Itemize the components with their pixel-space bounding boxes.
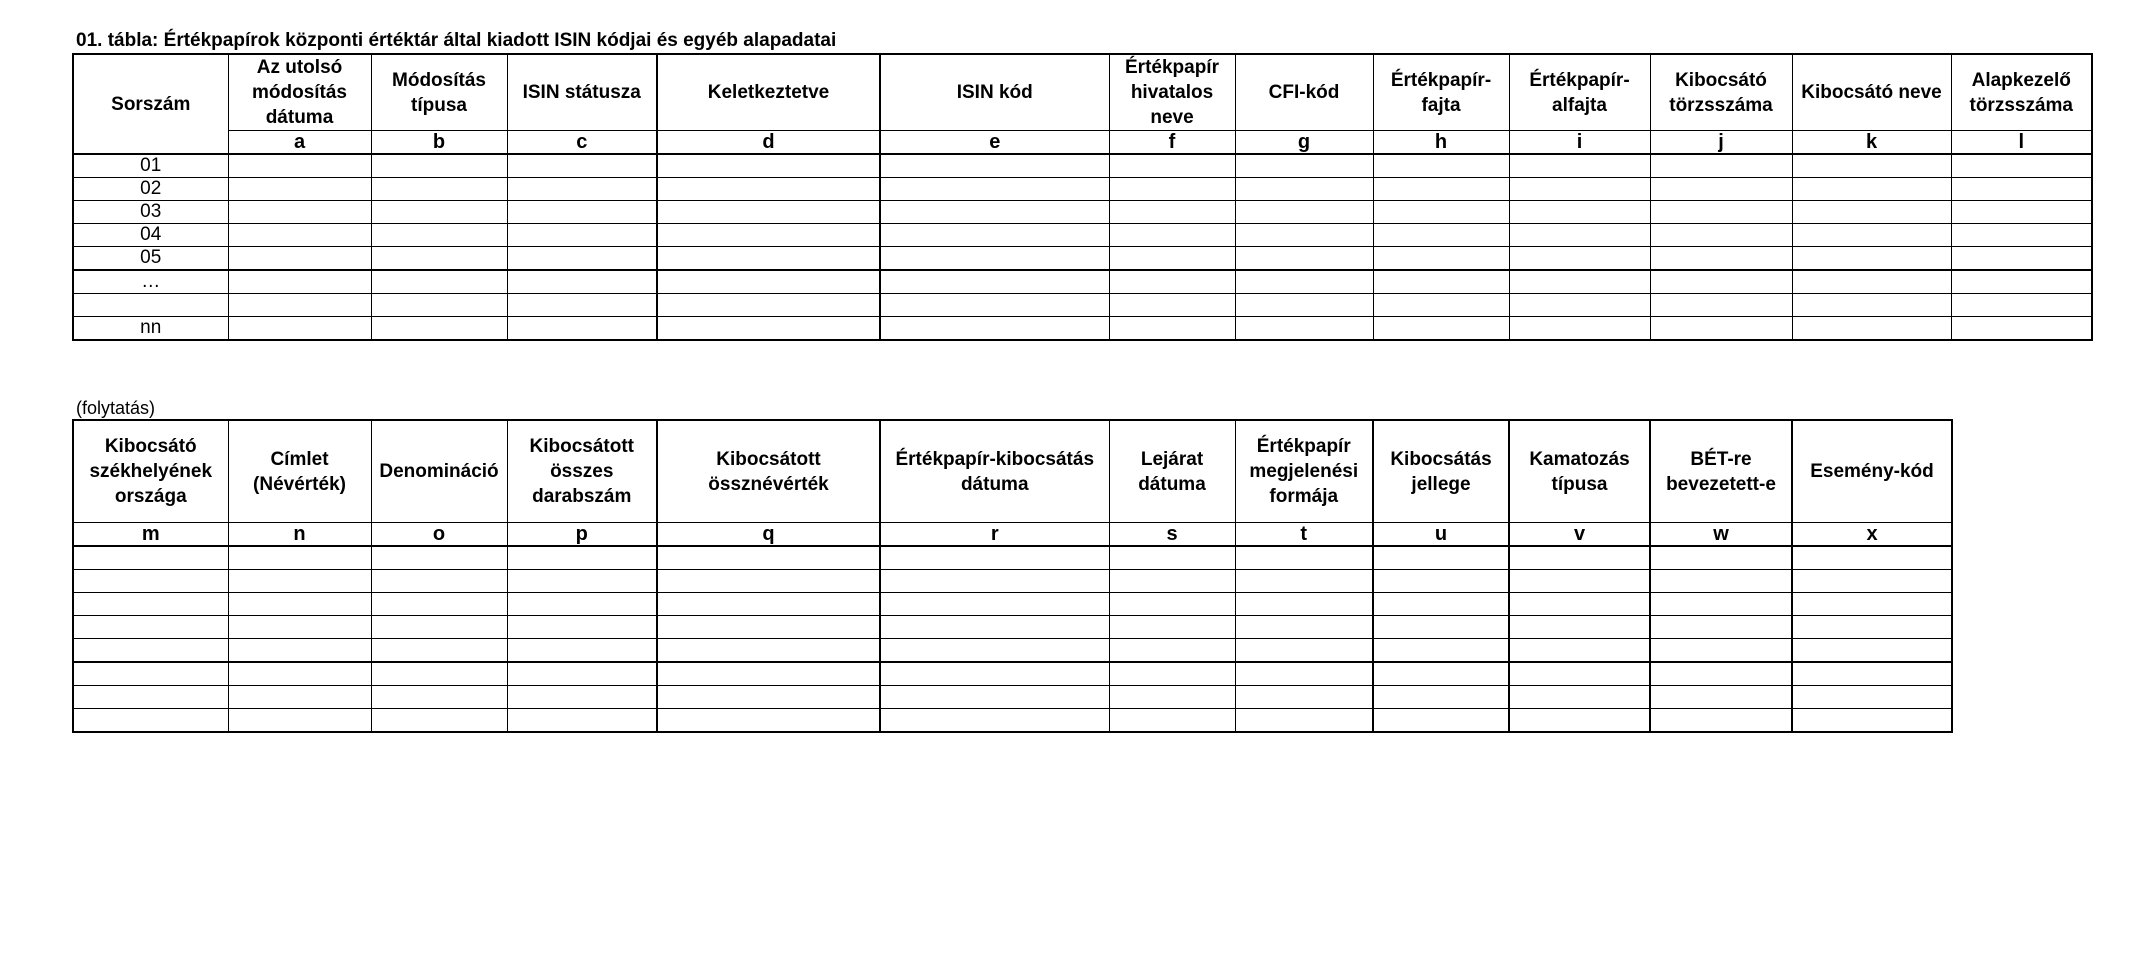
column-header: Értékpapír-kibocsátás dátuma [880, 420, 1109, 523]
table-cell [507, 709, 657, 733]
table-cell [1951, 247, 2092, 271]
column-letter: b [371, 131, 507, 155]
isin-table-part-2 [72, 419, 1953, 733]
table-cell [1373, 593, 1509, 616]
column-header: Kibocsátás jellege [1373, 420, 1509, 523]
table-cell [1109, 178, 1235, 201]
row-number-header: Sorszám [73, 54, 228, 154]
column-letter: m [73, 523, 228, 547]
column-letter: c [507, 131, 657, 155]
table-row [73, 546, 1952, 570]
table-cell [507, 294, 657, 317]
table-cell [1109, 154, 1235, 178]
table-cell [880, 317, 1109, 341]
table-row [73, 224, 2092, 247]
column-header: Az utolsó módosítás dátuma [228, 54, 371, 131]
table-cell [657, 662, 880, 686]
table-cell [1792, 639, 1952, 663]
table-cell [371, 247, 507, 271]
column-header: Címlet (Névérték) [228, 420, 371, 523]
table-cell [657, 201, 880, 224]
table-cell [1650, 294, 1792, 317]
column-header: Értékpapír-alfajta [1509, 54, 1650, 131]
table-cell [1109, 294, 1235, 317]
table-cell [880, 639, 1109, 663]
table-cell [73, 616, 228, 639]
table-cell [1373, 270, 1509, 294]
table-cell [507, 178, 657, 201]
table-cell [1792, 662, 1952, 686]
table-cell [228, 270, 371, 294]
table-cell [1650, 639, 1792, 663]
row-number: 01 [73, 154, 228, 178]
table-cell [1509, 201, 1650, 224]
table-cell [228, 570, 371, 593]
table-cell [1373, 294, 1509, 317]
table-cell [1373, 639, 1509, 663]
table-cell [228, 593, 371, 616]
column-letter: k [1792, 131, 1951, 155]
table-cell [228, 546, 371, 570]
column-header: Kibocsátó neve [1792, 54, 1951, 131]
column-header: ISIN státusza [507, 54, 657, 131]
table-cell [1792, 616, 1952, 639]
table-cell [880, 616, 1109, 639]
table-cell [1235, 616, 1373, 639]
table-cell [1235, 662, 1373, 686]
column-letter: t [1235, 523, 1373, 547]
table-row [73, 270, 2092, 294]
table-cell [1792, 294, 1951, 317]
table-cell [1235, 570, 1373, 593]
table-cell [1951, 178, 2092, 201]
table-cell [228, 317, 371, 341]
column-header: Kibocsátó törzsszáma [1650, 54, 1792, 131]
table-cell [1373, 616, 1509, 639]
column-letter: i [1509, 131, 1650, 155]
table-row [73, 317, 2092, 341]
table-cell [1509, 178, 1650, 201]
column-letter: d [657, 131, 880, 155]
table-cell [1235, 201, 1373, 224]
column-header: Módosítás típusa [371, 54, 507, 131]
table-cell [371, 270, 507, 294]
table-cell [73, 593, 228, 616]
table-cell [507, 270, 657, 294]
table-cell [880, 686, 1109, 709]
column-header: Kibocsátó székhelyének országa [73, 420, 228, 523]
table-cell [1373, 247, 1509, 271]
table-cell [1650, 317, 1792, 341]
table-cell [657, 639, 880, 663]
table-cell [1951, 154, 2092, 178]
table-cell [507, 201, 657, 224]
table-cell [371, 570, 507, 593]
table-cell [1373, 154, 1509, 178]
table-row [73, 247, 2092, 271]
table-cell [1509, 709, 1650, 733]
table-cell [880, 270, 1109, 294]
table-title: 01. tábla: Értékpapírok központi értéktár által kiadott ISIN kódjai és egyéb alapadatai [76, 30, 837, 51]
table-cell [371, 546, 507, 570]
table-cell [1509, 593, 1650, 616]
table-cell [1650, 224, 1792, 247]
column-letter: g [1235, 131, 1373, 155]
table-cell [657, 593, 880, 616]
table-cell [1109, 570, 1235, 593]
table-cell [880, 178, 1109, 201]
table-cell [1109, 546, 1235, 570]
column-header: Értékpapír megjelenési formája [1235, 420, 1373, 523]
table-cell [880, 662, 1109, 686]
table-cell [228, 178, 371, 201]
column-header: Kamatozás típusa [1509, 420, 1650, 523]
table-cell [1509, 616, 1650, 639]
column-letter: v [1509, 523, 1650, 547]
table-cell [1509, 317, 1650, 341]
table-cell [1109, 270, 1235, 294]
table-cell [1951, 317, 2092, 341]
table-cell [1509, 154, 1650, 178]
table-cell [1373, 201, 1509, 224]
table-cell [1951, 294, 2092, 317]
table-cell [507, 224, 657, 247]
table-cell [507, 662, 657, 686]
table-cell [1650, 247, 1792, 271]
table-cell [1650, 662, 1792, 686]
column-letter: f [1109, 131, 1235, 155]
column-letter: j [1650, 131, 1792, 155]
table-cell [880, 224, 1109, 247]
table-cell [1509, 686, 1650, 709]
column-header: Keletkeztetve [657, 54, 880, 131]
table-cell [1951, 224, 2092, 247]
column-letter: l [1951, 131, 2092, 155]
table-cell [73, 639, 228, 663]
row-number: 04 [73, 224, 228, 247]
table-cell [1509, 247, 1650, 271]
table-cell [1235, 247, 1373, 271]
table-row [73, 178, 2092, 201]
table-cell [1509, 570, 1650, 593]
table-cell [1650, 570, 1792, 593]
column-header: Értékpapír-fajta [1373, 54, 1509, 131]
table-cell [657, 224, 880, 247]
table-cell [657, 247, 880, 271]
table-cell [657, 686, 880, 709]
table-cell [1373, 662, 1509, 686]
table-cell [1509, 224, 1650, 247]
table-cell [1373, 317, 1509, 341]
column-header: Kibocsátott össznévérték [657, 420, 880, 523]
table-cell [1792, 570, 1952, 593]
table-cell [657, 270, 880, 294]
table-cell [880, 154, 1109, 178]
table-cell [657, 570, 880, 593]
table-cell [1650, 686, 1792, 709]
table-cell [657, 154, 880, 178]
column-letter: q [657, 523, 880, 547]
table-cell [880, 294, 1109, 317]
table-cell [507, 154, 657, 178]
row-number [73, 294, 228, 317]
table-cell [228, 154, 371, 178]
column-header: CFI-kód [1235, 54, 1373, 131]
table-cell [1373, 570, 1509, 593]
table-cell [507, 546, 657, 570]
table-row [73, 570, 1952, 593]
table-row [73, 294, 2092, 317]
isin-table-part-1 [72, 53, 2093, 341]
table-cell [1792, 546, 1952, 570]
column-letter: e [880, 131, 1109, 155]
table-row [73, 686, 1952, 709]
table-row [73, 154, 2092, 178]
table-cell [371, 593, 507, 616]
table-cell [73, 570, 228, 593]
column-letter: o [371, 523, 507, 547]
table-cell [507, 593, 657, 616]
table-cell [657, 616, 880, 639]
table-cell [1235, 686, 1373, 709]
row-number: … [73, 270, 228, 294]
table-cell [228, 662, 371, 686]
table-cell [1109, 317, 1235, 341]
table-cell [1792, 154, 1951, 178]
column-header: Kibocsátott összes darabszám [507, 420, 657, 523]
table-cell [1792, 201, 1951, 224]
table-cell [1792, 224, 1951, 247]
table-cell [1792, 247, 1951, 271]
table-cell [507, 686, 657, 709]
table-cell [228, 686, 371, 709]
column-letter: w [1650, 523, 1792, 547]
table-cell [1109, 593, 1235, 616]
table-cell [1235, 270, 1373, 294]
table-cell [1109, 709, 1235, 733]
table-cell [1235, 294, 1373, 317]
table-cell [1650, 154, 1792, 178]
table-cell [1235, 154, 1373, 178]
table-cell [228, 709, 371, 733]
column-header: ISIN kód [880, 54, 1109, 131]
table-cell [1109, 224, 1235, 247]
row-number: 02 [73, 178, 228, 201]
table-cell [1650, 616, 1792, 639]
column-header: BÉT-re bevezetett-e [1650, 420, 1792, 523]
table-cell [371, 178, 507, 201]
column-letter: p [507, 523, 657, 547]
column-letter: a [228, 131, 371, 155]
table-cell [657, 178, 880, 201]
table-cell [1650, 178, 1792, 201]
table-cell [1373, 709, 1509, 733]
table-cell [1650, 546, 1792, 570]
table-cell [657, 709, 880, 733]
table-row [73, 662, 1952, 686]
table-cell [657, 546, 880, 570]
column-header: Esemény-kód [1792, 420, 1952, 523]
table-cell [1235, 709, 1373, 733]
table-row [73, 639, 1952, 663]
table-cell [1109, 686, 1235, 709]
table-cell [1650, 270, 1792, 294]
table-cell [371, 709, 507, 733]
table-cell [73, 662, 228, 686]
table-row [73, 616, 1952, 639]
column-letter: u [1373, 523, 1509, 547]
table-row [73, 709, 1952, 733]
table-cell [1509, 546, 1650, 570]
column-letter: r [880, 523, 1109, 547]
table-cell [371, 662, 507, 686]
table-cell [228, 616, 371, 639]
table-cell [507, 616, 657, 639]
column-header: Lejárat dátuma [1109, 420, 1235, 523]
table-cell [1509, 294, 1650, 317]
continuation-label: (folytatás) [76, 398, 156, 418]
table-cell [1509, 662, 1650, 686]
table-cell [1792, 178, 1951, 201]
row-number: 03 [73, 201, 228, 224]
table-cell [228, 639, 371, 663]
table-cell [1109, 662, 1235, 686]
table-cell [657, 294, 880, 317]
table-cell [228, 247, 371, 271]
table-cell [1109, 201, 1235, 224]
table-cell [1951, 270, 2092, 294]
table-cell [1373, 178, 1509, 201]
table-cell [1109, 639, 1235, 663]
table-cell [1951, 201, 2092, 224]
table-cell [371, 154, 507, 178]
table-cell [73, 709, 228, 733]
table-cell [1373, 546, 1509, 570]
table-cell [228, 224, 371, 247]
row-number: nn [73, 317, 228, 341]
table-cell [507, 247, 657, 271]
table-cell [1109, 616, 1235, 639]
table-cell [228, 294, 371, 317]
table-cell [371, 616, 507, 639]
table-row [73, 201, 2092, 224]
table-cell [1235, 639, 1373, 663]
table-cell [371, 294, 507, 317]
table-cell [371, 686, 507, 709]
table-cell [1235, 593, 1373, 616]
table-cell [1650, 709, 1792, 733]
table-cell [1373, 686, 1509, 709]
table-cell [1235, 317, 1373, 341]
table-cell [371, 639, 507, 663]
table-row [73, 593, 1952, 616]
table-cell [507, 570, 657, 593]
table-cell [1792, 709, 1952, 733]
table-cell [1792, 270, 1951, 294]
table-cell [657, 317, 880, 341]
table-cell [371, 224, 507, 247]
table-cell [371, 317, 507, 341]
table-cell [880, 201, 1109, 224]
table-cell [880, 546, 1109, 570]
table-cell [1792, 593, 1952, 616]
table-cell [880, 247, 1109, 271]
column-letter: x [1792, 523, 1952, 547]
column-letter: n [228, 523, 371, 547]
table-cell [371, 201, 507, 224]
table-cell [1109, 247, 1235, 271]
table-cell [1235, 546, 1373, 570]
column-header: Alapkezelő törzsszáma [1951, 54, 2092, 131]
table-cell [73, 686, 228, 709]
table-cell [507, 639, 657, 663]
table-cell [228, 201, 371, 224]
table-cell [1792, 686, 1952, 709]
table-cell [880, 593, 1109, 616]
table-cell [880, 709, 1109, 733]
table-cell [1792, 317, 1951, 341]
table-cell [1509, 639, 1650, 663]
table-cell [880, 570, 1109, 593]
table-cell [507, 317, 657, 341]
table-cell [1373, 224, 1509, 247]
table-cell [73, 546, 228, 570]
column-header: Denomináció [371, 420, 507, 523]
column-header: Értékpapír hivatalos neve [1109, 54, 1235, 131]
column-letter: h [1373, 131, 1509, 155]
column-letter: s [1109, 523, 1235, 547]
table-cell [1235, 224, 1373, 247]
row-number: 05 [73, 247, 228, 271]
table-cell [1650, 201, 1792, 224]
table-cell [1650, 593, 1792, 616]
table-cell [1235, 178, 1373, 201]
table-cell [1509, 270, 1650, 294]
